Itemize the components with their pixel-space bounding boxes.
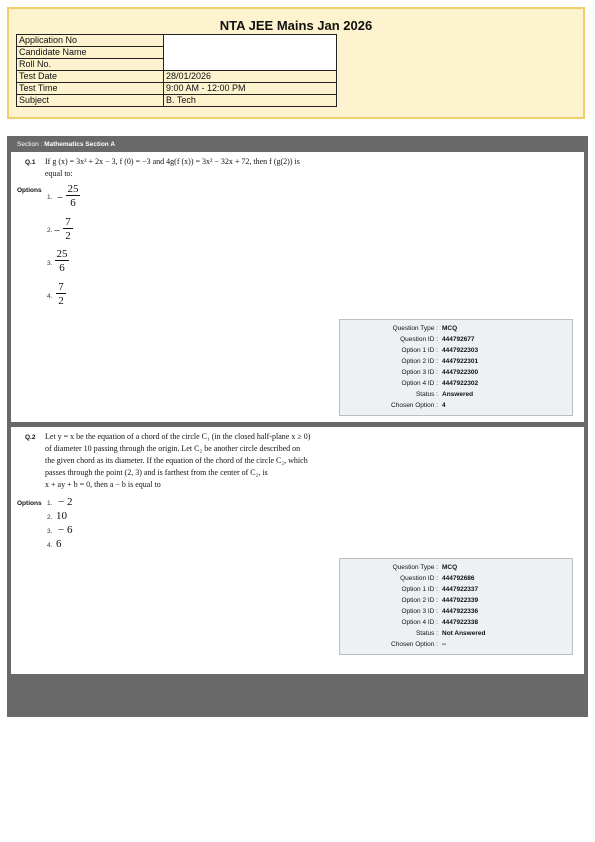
option-number: 3. <box>47 260 53 267</box>
option-1-fraction <box>57 183 80 209</box>
meta-value: 4447922338 <box>442 619 479 626</box>
section-label: Section : <box>17 141 43 148</box>
option-denominator: 2 <box>63 228 73 242</box>
option-number: 4. <box>47 293 53 300</box>
meta-row <box>340 379 572 389</box>
option-3-fraction <box>55 248 69 274</box>
question-line: of diameter 10 passing through the origin. Let C₂ be another circle described on <box>45 444 301 453</box>
option-denominator: 6 <box>55 260 69 274</box>
meta-row <box>340 357 572 367</box>
meta-row <box>340 629 572 639</box>
option-numerator: 7 <box>65 216 71 228</box>
meta-label: Option 2 ID : <box>401 358 438 365</box>
meta-row <box>340 563 572 573</box>
meta-label: Question Type : <box>392 325 438 332</box>
candidate-header <box>7 7 585 119</box>
meta-label: Option 1 ID : <box>401 347 438 354</box>
meta-row <box>340 324 572 334</box>
meta-row <box>340 596 572 606</box>
meta-value: MCQ <box>442 325 458 332</box>
question-number: Q.2 <box>25 434 36 441</box>
candidate-info-table <box>16 34 337 107</box>
meta-label: Question Type : <box>392 564 438 571</box>
meta-value: 4447922300 <box>442 369 479 376</box>
info-label: Roll No. <box>17 59 164 71</box>
option-number: 1. <box>47 194 53 201</box>
info-row <box>17 35 337 47</box>
question-line: the given chord as its diameter. If the equation of the chord of the circle C₂, which <box>45 456 308 465</box>
question-text <box>45 156 375 180</box>
option-4-value: 6 <box>56 538 62 550</box>
options-label: Options <box>17 187 42 194</box>
meta-label: Chosen Option : <box>391 641 438 648</box>
info-label: Application No <box>17 35 164 47</box>
meta-value: -- <box>442 641 447 648</box>
question-meta-box <box>339 319 573 416</box>
meta-value: 444792677 <box>442 336 475 343</box>
meta-value: 4 <box>442 402 446 409</box>
meta-value: 4447922339 <box>442 597 479 604</box>
meta-row <box>340 335 572 345</box>
meta-label: Status : <box>415 630 438 637</box>
meta-row <box>340 574 572 584</box>
info-value: 9:00 AM - 12:00 PM <box>164 83 337 95</box>
question-line: If g (x) = 3x² + 2x − 3, f (0) = −3 and 4g(f (x)) = 3x² − 32x + 72, then f (g(2)) is <box>45 157 300 166</box>
option-2-value: 10 <box>56 510 67 522</box>
section-header <box>17 141 115 148</box>
meta-row <box>340 390 572 400</box>
option-number: 1. <box>47 500 53 507</box>
question-card <box>11 152 584 422</box>
meta-label: Chosen Option : <box>391 402 438 409</box>
meta-value: 4447922337 <box>442 586 479 593</box>
meta-label: Status : <box>415 391 438 398</box>
option-denominator: 2 <box>56 293 66 307</box>
info-label: Test Time <box>17 83 164 95</box>
info-value: 28/01/2026 <box>164 71 337 83</box>
meta-label: Question ID : <box>400 575 438 582</box>
question-number: Q.1 <box>25 159 36 166</box>
meta-row <box>340 585 572 595</box>
option-3-value: − 6 <box>58 524 73 536</box>
meta-value: 4447922303 <box>442 347 479 354</box>
meta-label: Question ID : <box>400 336 438 343</box>
info-row <box>17 95 337 107</box>
option-4-fraction <box>56 281 66 307</box>
option-number: 4. <box>47 542 53 549</box>
option-denominator: 6 <box>66 195 80 209</box>
section-panel <box>7 136 588 717</box>
info-label: Test Date <box>17 71 164 83</box>
meta-label: Option 2 ID : <box>401 597 438 604</box>
meta-value: Answered <box>442 391 474 398</box>
meta-row <box>340 346 572 356</box>
meta-value: 4447922302 <box>442 380 479 387</box>
meta-label: Option 3 ID : <box>401 608 438 615</box>
section-name: Mathematics Section A <box>44 141 116 148</box>
option-number: 2. <box>47 514 53 521</box>
option-2-fraction <box>54 216 73 242</box>
meta-label: Option 3 ID : <box>401 369 438 376</box>
info-value <box>164 35 337 71</box>
option-sign: − <box>54 225 61 237</box>
meta-value: 4447922301 <box>442 358 479 365</box>
info-label: Candidate Name <box>17 47 164 59</box>
meta-row <box>340 640 572 650</box>
option-sign: − <box>57 192 64 204</box>
exam-title: NTA JEE Mains Jan 2026 <box>219 18 373 33</box>
meta-label: Option 4 ID : <box>401 380 438 387</box>
info-row <box>17 83 337 95</box>
question-line: x + ay + b = 0, then a − b is equal to <box>45 480 161 489</box>
options-label: Options <box>17 500 42 507</box>
option-number: 2. <box>47 227 53 234</box>
meta-value: 4447922336 <box>442 608 479 615</box>
meta-row <box>340 368 572 378</box>
meta-label: Option 1 ID : <box>401 586 438 593</box>
meta-value: 444792686 <box>442 575 475 582</box>
option-numerator: 25 <box>56 248 68 260</box>
meta-row <box>340 618 572 628</box>
option-number: 3. <box>47 528 53 535</box>
question-meta-box <box>339 558 573 655</box>
info-value: B. Tech <box>164 95 337 107</box>
meta-label: Option 4 ID : <box>401 619 438 626</box>
info-label: Subject <box>17 95 164 107</box>
meta-value: Not Answered <box>442 630 486 637</box>
option-1-value: − 2 <box>58 496 73 508</box>
question-text <box>45 431 375 491</box>
info-row <box>17 71 337 83</box>
meta-row <box>340 401 572 411</box>
option-numerator: 7 <box>58 281 64 293</box>
question-card <box>11 427 584 674</box>
question-line: equal to: <box>45 169 73 178</box>
meta-value: MCQ <box>442 564 458 571</box>
question-line: passes through the point (2, 3) and is farthest from the center of C₂, is <box>45 468 268 477</box>
question-line: Let y = x be the equation of a chord of the circle C₁ (in the closed half-plane x ≥ 0) <box>45 432 311 441</box>
option-numerator: 25 <box>67 183 79 195</box>
meta-row <box>340 607 572 617</box>
